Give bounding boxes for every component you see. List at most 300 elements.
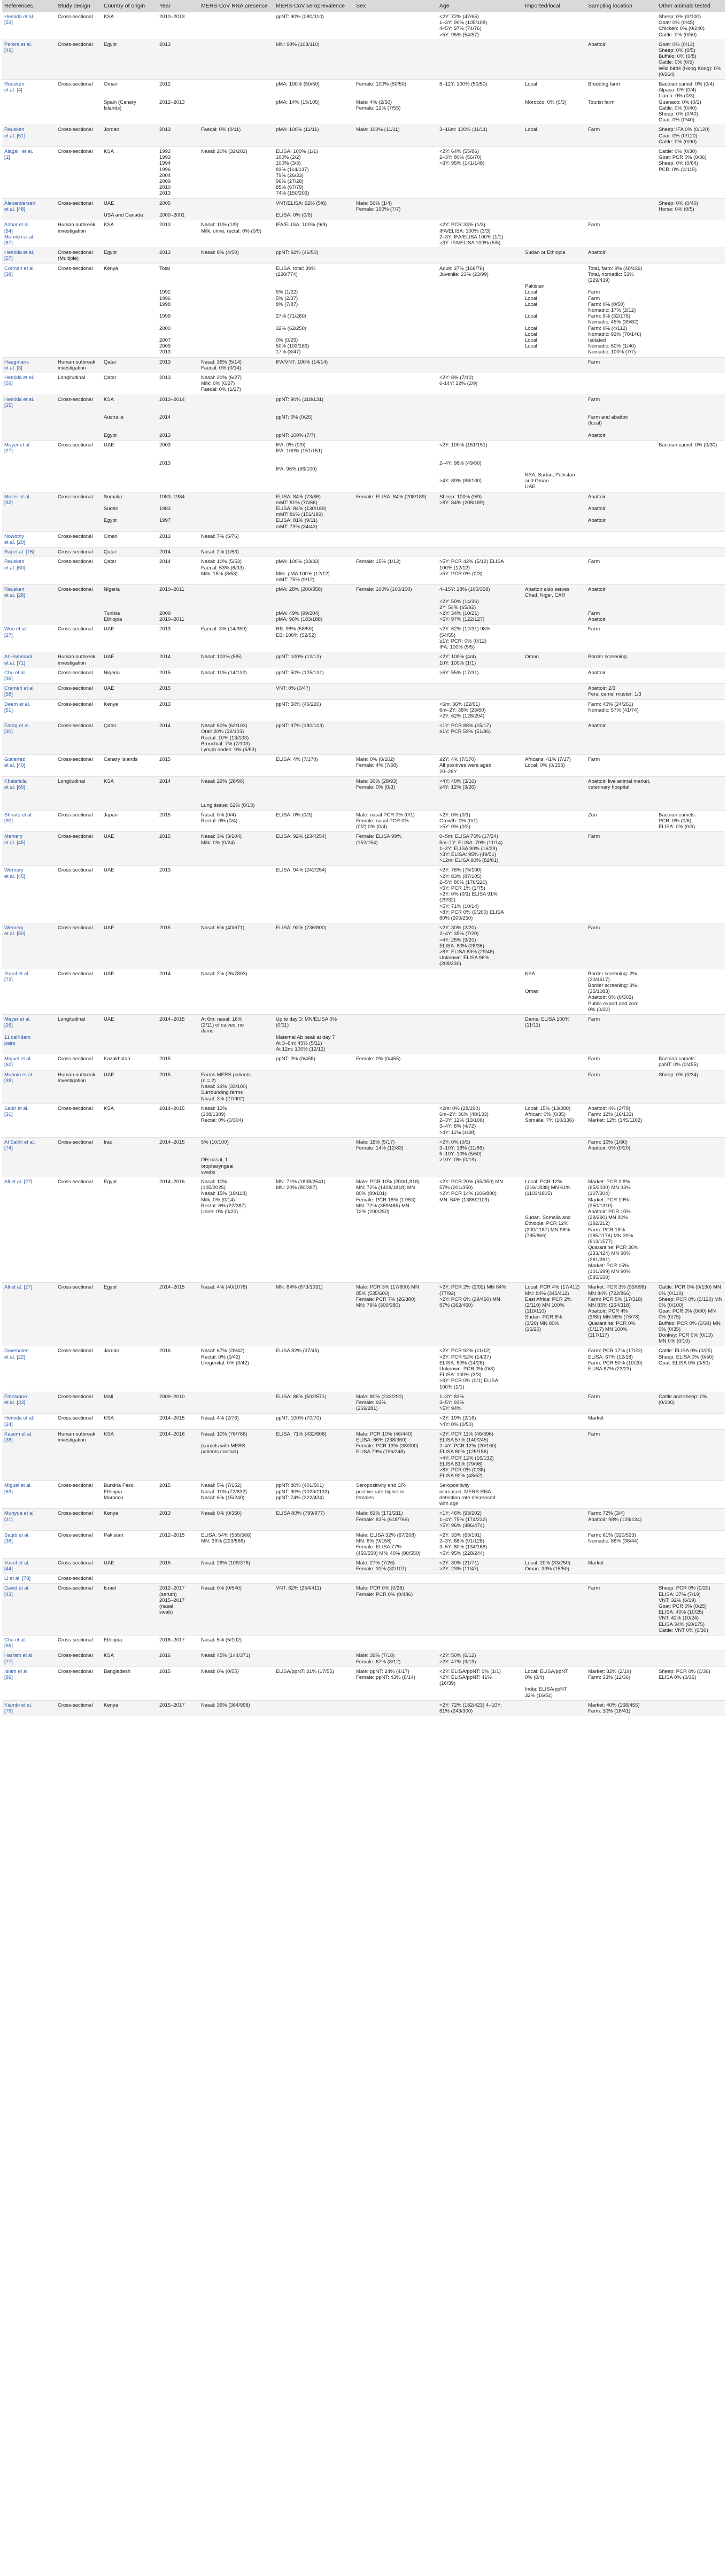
reference-cell[interactable]: Deem et al. [51]	[2, 699, 56, 721]
study-design-cell: Cross-sectional	[56, 12, 102, 40]
reference-cell[interactable]: Meyer et al. [26] 11 calf-dam pairs	[2, 1015, 56, 1054]
imported-local-cell	[523, 1651, 586, 1667]
table-row	[2, 810, 725, 832]
study-design-cell: Cross-sectional	[56, 531, 102, 547]
country-cell: Nigeria	[102, 668, 157, 683]
age-cell	[437, 547, 523, 557]
sex-cell	[354, 12, 437, 40]
imported-local-cell: Local: 20% (33/250) Oman: 30% (15/50)	[523, 1558, 586, 1574]
sampling-location-cell: Farm: PCR 17% (17/22) ELISA: 67% (12/18) Farm: PCR 50% (10/20) ELISA 87% (23/23)	[586, 1346, 656, 1392]
imported-local-cell: Local: ELISA/ppNT 0% (0/4) India: ELISA/ppNT 32% (16/51)	[523, 1667, 586, 1700]
sex-cell: Male: nasal PCR 0% (0/1) Female: nasal PCR 0% (0/2) 0% (0/4)	[354, 810, 437, 832]
year-cell	[157, 1574, 199, 1584]
table-row	[2, 585, 725, 624]
column-header: References	[2, 0, 56, 12]
sampling-location-cell: Farm	[586, 1429, 656, 1481]
table-row	[2, 547, 725, 557]
rna-presence-cell: Nasal: 8% (4/50)	[199, 248, 274, 264]
reference-cell[interactable]: Ali et al. [27]	[2, 1177, 56, 1282]
other-animals-cell: Cattle: 0% (0/30) Goat: PCR 0% (0/36) Sheep: 0% (0/64) PCR: 0% (0/115)	[656, 147, 725, 199]
imported-local-cell: Local: 15% (13/380) African: 0% (0/35) Somalia: 7% (10/136)	[523, 1104, 586, 1137]
seroprevalence-cell: VNT/ELISA: 62% (5/8) ELISA: 0% (0/6)	[274, 198, 354, 220]
other-animals-cell	[656, 1574, 725, 1584]
reference-cell[interactable]: Crameri et al. [58]	[2, 684, 56, 699]
study-design-cell: Human outbreak investigation	[56, 220, 102, 248]
rna-presence-cell	[199, 699, 274, 721]
reference-cell[interactable]: Gutierrez et al. [40]	[2, 755, 56, 777]
imported-local-cell	[523, 220, 586, 248]
study-design-cell: Cross-sectional	[56, 923, 102, 969]
age-cell: <2Y: 30% (2/20) 2–4Y: 35% (7/20) >4Y: 25% (9/20) ELISA: 80% (26/36) >8Y: ELISA 63% (29/48) Unknown: ELISA 96% (208/230)	[437, 923, 523, 969]
age-cell: <6m: 36% (22/61) 6m–2Y: 38% (23/60) >2Y: 62% (128/294)	[437, 699, 523, 721]
country-cell: Egypt	[102, 40, 157, 79]
country-cell: Jordan	[102, 1346, 157, 1392]
age-cell: <2Y: PCR 11% (46/396) ELISA 57% (140/245) 2–4Y: PCR 12% (20/160) ELISA 80% (125/156) >4Y: PCR 12% (16/132) ELISA 81% (79/98) >8Y: PCR 0% (0/38) ELISA 92% (48/52)	[437, 1429, 523, 1481]
sampling-location-cell	[586, 866, 656, 923]
sex-cell	[354, 684, 437, 699]
reference-cell[interactable]: Alagaili et al. [1]	[2, 147, 56, 199]
imported-local-cell	[523, 866, 586, 923]
reference-cell[interactable]: Hemida et al. [53]	[2, 12, 56, 40]
sex-cell	[354, 969, 437, 1014]
other-animals-cell	[656, 776, 725, 810]
rna-presence-cell: Nasal: 20% (6/27) Milk: 0% (0/27) Faecal: 0% (1/27)	[199, 373, 274, 395]
reference-cell[interactable]: David et al. [43]	[2, 1584, 56, 1636]
other-animals-cell	[656, 866, 725, 923]
year-cell: 2015	[157, 1054, 199, 1070]
sex-cell: Male: 80% (233/290) Female: 93% (269/281)	[354, 1392, 437, 1414]
study-design-cell: Cross-sectional	[56, 547, 102, 557]
seroprevalence-cell: ELISA: 0% (0/3)	[274, 810, 354, 832]
imported-local-cell	[523, 198, 586, 220]
age-cell: <2Y: 8% (7/10) 6-14Y: 22% (2/9)	[437, 373, 523, 395]
reference-cell[interactable]: Al Hammadi et al. [71]	[2, 652, 56, 668]
reference-cell[interactable]: Corman et al. [38]	[2, 264, 56, 357]
country-cell: Ethiopia	[102, 1635, 157, 1651]
other-animals-cell	[656, 923, 725, 969]
reference-cell[interactable]: Muller et al. [32]	[2, 492, 56, 531]
year-cell: 2009–2010	[157, 1392, 199, 1414]
reference-cell[interactable]: Al Salihi et al. [74]	[2, 1137, 56, 1177]
table-row	[2, 1070, 725, 1104]
year-cell: 2013	[157, 866, 199, 923]
study-design-cell: Human outbreak investigation	[56, 652, 102, 668]
sex-cell: Male: 81% (171/211) Female: 82% (618/766)	[354, 1509, 437, 1531]
reference-cell[interactable]: Yusof et al. [72]	[2, 969, 56, 1014]
sex-cell	[354, 1015, 437, 1054]
sampling-location-cell: Market	[586, 1414, 656, 1429]
year-cell: 2012–2017 (serum) 2015–2017 (nasal swab)	[157, 1584, 199, 1636]
rna-presence-cell: Nasal: 60% (62/103) Oral: 20% (22/103) Rectal: 10% (13/103) Bronchial: 7% (7/103) Lymph nodes: 9% (5/53)	[199, 721, 274, 755]
table-row	[2, 923, 725, 969]
age-cell: <2Y: PCR 2% (2/92) MN 84% (77/92) >2Y: PCR 6% (29/460) MN 87% (362/460)	[437, 1283, 523, 1346]
table-row	[2, 1104, 725, 1137]
seroprevalence-cell: ELISA: 71% (432/608)	[274, 1429, 354, 1481]
sampling-location-cell: Market: 32% (2/19) Farm: 33% (12/36)	[586, 1667, 656, 1700]
year-cell: 2013	[157, 373, 199, 395]
imported-local-cell	[523, 684, 586, 699]
study-design-cell: Cross-sectional	[56, 1530, 102, 1558]
reference-cell[interactable]: Hemida et al. [57]	[2, 248, 56, 264]
table-row	[2, 1700, 725, 1716]
sampling-location-cell: Farm	[586, 357, 656, 373]
reference-cell[interactable]: Wernery et al. [45]	[2, 866, 56, 923]
year-cell: 2014	[157, 652, 199, 668]
other-animals-cell	[656, 264, 725, 357]
sex-cell	[354, 147, 437, 199]
country-cell: Canary Islands	[102, 755, 157, 777]
year-cell: 2014–2015	[157, 1104, 199, 1137]
imported-local-cell	[523, 1700, 586, 1716]
sampling-location-cell: Farm	[586, 624, 656, 652]
reference-cell[interactable]: Shirato et al. [90]	[2, 810, 56, 832]
imported-local-cell	[523, 1392, 586, 1414]
sampling-location-cell: Abattoir	[586, 668, 656, 683]
study-design-cell: Cross-sectional	[56, 810, 102, 832]
study-design-cell: Cross-sectional	[56, 441, 102, 492]
sampling-location-cell	[586, 1481, 656, 1509]
age-cell	[437, 40, 523, 79]
year-cell: 2014–2015	[157, 1137, 199, 1177]
study-design-cell: Cross-sectional	[56, 1346, 102, 1392]
seroprevalence-cell: ppNT: 90% (280/310)	[274, 12, 354, 40]
sex-cell	[354, 699, 437, 721]
reference-cell[interactable]: Reusken et al. [60]	[2, 557, 56, 585]
sex-cell	[354, 1104, 437, 1137]
sex-cell	[354, 721, 437, 755]
study-design-cell: Cross-sectional (Multiple)	[56, 248, 102, 264]
year-cell: Total 1992 1996 1998 1999 2000 2007 2009 2013	[157, 264, 199, 357]
age-cell	[437, 531, 523, 547]
study-design-cell: Cross-sectional	[56, 1635, 102, 1651]
rna-presence-cell	[199, 492, 274, 531]
year-cell: 2014	[157, 969, 199, 1014]
age-cell: Adult: 37% (166/76) Juvenile: 23% (23/99)	[437, 264, 523, 357]
imported-local-cell: KSA Oman	[523, 969, 586, 1014]
column-header: Year	[157, 0, 199, 12]
sampling-location-cell: Farm	[586, 1070, 656, 1104]
sampling-location-cell	[586, 147, 656, 199]
reference-cell[interactable]: Kiambi et al. [79]	[2, 1700, 56, 1716]
seroprevalence-cell	[274, 776, 354, 810]
rna-presence-cell: 5% (10/100) OH nasal, 1 oropharyngeal swabs	[199, 1137, 274, 1177]
reference-cell[interactable]: Chu et al. [55]	[2, 1635, 56, 1651]
country-cell: UAE	[102, 1070, 157, 1104]
study-design-cell: Cross-sectional	[56, 1651, 102, 1667]
seroprevalence-cell: pMA: 100% (11/11)	[274, 125, 354, 147]
year-cell: 2013	[157, 40, 199, 79]
reference-cell[interactable]: Raj et al. [76]	[2, 547, 56, 557]
year-cell: 2013	[157, 248, 199, 264]
rna-presence-cell: Nasal: 36% (5/14) Faecal: 0% (0/14)	[199, 357, 274, 373]
reference-cell[interactable]: Reusken et al. [51]	[2, 125, 56, 147]
other-animals-cell	[656, 832, 725, 866]
seroprevalence-cell: MN: 71% (1808/2541) MN: 20% (80/397)	[274, 1177, 354, 1282]
country-cell: Mali	[102, 1392, 157, 1414]
reference-cell[interactable]: Chu et al. [36]	[2, 668, 56, 683]
imported-local-cell	[523, 1635, 586, 1651]
reference-cell[interactable]: Hemida et al. [59]	[2, 373, 56, 395]
seroprevalence-cell: ELISA: 93% (736/800)	[274, 923, 354, 969]
age-cell: <2Y: 30% (21/71) >2Y: 23% (11/47)	[437, 1558, 523, 1574]
country-cell: KSA	[102, 220, 157, 248]
table-row	[2, 1558, 725, 1574]
seroprevalence-cell: MN: 98% (108/110)	[274, 40, 354, 79]
seroprevalence-cell	[274, 1635, 354, 1651]
age-cell	[437, 1070, 523, 1104]
imported-local-cell	[523, 1054, 586, 1070]
sex-cell: Male: ELISA 32% (67/208) MN: 6% (9/158) Female: ELISA 77% (450/550) MN: 40% (80/550)	[354, 1530, 437, 1558]
reference-cell[interactable]: Munyua et al. [21]	[2, 1509, 56, 1531]
other-animals-cell	[656, 1414, 725, 1429]
year-cell: 2015	[157, 755, 199, 777]
table-row	[2, 1414, 725, 1429]
seroprevalence-cell: ppNT: 100% (70/70)	[274, 1414, 354, 1429]
other-animals-cell	[656, 652, 725, 668]
imported-local-cell	[523, 373, 586, 395]
sex-cell: Seropositivity and CR- positive rate higher in females	[354, 1481, 437, 1509]
sex-cell	[354, 1414, 437, 1429]
table-row	[2, 1667, 725, 1700]
reference-cell[interactable]: Muhairi et al. [38]	[2, 1070, 56, 1104]
year-cell: 2015	[157, 1558, 199, 1574]
imported-local-cell	[523, 147, 586, 199]
table-row	[2, 357, 725, 373]
imported-local-cell	[523, 531, 586, 547]
age-cell: <2Y: 0% (0/3) 3–10Y: 16% (11/66) 5–10Y: 10% (5/50) >10Y: 0% (0/19)	[437, 1137, 523, 1177]
sex-cell: Male: 100% (11/11)	[354, 125, 437, 147]
other-animals-cell: Bactrian camel: 0% (0/30)	[656, 441, 725, 492]
sampling-location-cell: Abattoir	[586, 721, 656, 755]
age-cell: <2Y: PCR 92% (11/12) >2Y: PCR 52% (14/27) ELISA: 50% (14/28) Unknown: PCR 0% (0/3) ELISA: 100% (3/3) >8Y: PCR 0% (0/1) ELISA 100% (1/1)	[437, 1346, 523, 1392]
imported-local-cell	[523, 395, 586, 440]
country-cell: Israel	[102, 1584, 157, 1636]
year-cell: 2015	[157, 810, 199, 832]
country-cell: Oman	[102, 531, 157, 547]
sex-cell: Male: 30% (28/93) Female: 0% (0/3)	[354, 776, 437, 810]
sampling-location-cell: Farm: 61% (320/523) Nomadic: 86% (38/44)	[586, 1530, 656, 1558]
imported-local-cell	[523, 1481, 586, 1509]
rna-presence-cell	[199, 1054, 274, 1070]
rna-presence-cell: Nasal: 28% (109/378)	[199, 1558, 274, 1574]
seroprevalence-cell: ELISA 82% (37/45)	[274, 1346, 354, 1392]
country-cell: Kenya	[102, 264, 157, 357]
other-animals-cell: Goat: 0% (0/13) Sheep: 0% (0/5) Buffalo: 0% (0/8) Cattle: 0% (0/5) Wild birds (Hong Kong): 0% (0/264)	[656, 40, 725, 79]
table-row	[2, 395, 725, 440]
sampling-location-cell	[586, 547, 656, 557]
reference-cell[interactable]: Farag et al. [30]	[2, 721, 56, 755]
rna-presence-cell: Nasal: 11% (1/9) Milk, urine, rectal: 0% (0/9)	[199, 220, 274, 248]
other-animals-cell	[656, 1015, 725, 1054]
reference-cell[interactable]: Alexandersen et al. [48]	[2, 198, 56, 220]
other-animals-cell: Sheep: 0% (0/100) Goat: 0% (0/45) Chicken: 0% (0/240) Cattle: 0% (0/50)	[656, 12, 725, 40]
country-cell: Nigeria Tunisia Ethiopia	[102, 585, 157, 624]
country-cell: Egypt	[102, 1283, 157, 1346]
imported-local-cell: Pakistan Local Local Local Local Local Local Local Local	[523, 264, 586, 357]
year-cell: 2016	[157, 1346, 199, 1392]
study-design-cell: Cross-sectional	[56, 147, 102, 199]
seroprevalence-cell: pMA: 100% (50/50) pMA: 14% (15/105)	[274, 80, 354, 125]
age-cell: <2Y: 72% (182/423) 4–10Y: 81% (243/300)	[437, 1700, 523, 1716]
sex-cell: Female: 15% (1/12)	[354, 557, 437, 585]
seroprevalence-cell	[274, 1700, 354, 1716]
country-cell: Jordan	[102, 125, 157, 147]
table-row	[2, 1137, 725, 1177]
reference-cell[interactable]: Memery et al. [45]	[2, 832, 56, 866]
seroprevalence-cell	[274, 1137, 354, 1177]
rna-presence-cell: At 6m: nasal: 18% (2/11) of calves, no dams	[199, 1015, 274, 1054]
other-animals-cell: Sheep: PCR 0% (0/20) ELISA: 37% (7/19) VNT: 32% (6/19) Goat: PCR 0% (0/25) ELISA: 40% (10/25) VNT: 42% (10/24) ELISA 34% (60/175) Cattle: VNT 0% (0/30)	[656, 1584, 725, 1636]
rna-presence-cell: Farms MERS patients (n = 2) Nasal: 33% (33/100) Surrounding farms Nasal: 3% (27/902)	[199, 1070, 274, 1104]
reference-cell[interactable]: Miguel et al. [63]	[2, 1481, 56, 1509]
sex-cell	[354, 441, 437, 492]
sampling-location-cell: Market: PCR 3% (33/998) MN 84% (722/866) Farm: PCR 5% (17/318) MN 83% (264/318) Abattoir: PCR 4% (3/80) MN 98% (76/78) Quarantine: PCR 0% (0/117) MN 100% (117/117)	[586, 1283, 656, 1346]
study-design-cell: Cross-sectional	[56, 668, 102, 683]
reference-cell[interactable]: Ali et al. [27]	[2, 1283, 56, 1346]
year-cell: 2015	[157, 832, 199, 866]
country-cell: UAE	[102, 1015, 157, 1054]
age-cell	[437, 198, 523, 220]
age-cell: 3–16m: 100% (11/11)	[437, 125, 523, 147]
reference-cell[interactable]: Azhar et al. [64] Memish et al. [67]	[2, 220, 56, 248]
age-cell	[437, 1054, 523, 1070]
study-design-cell: Cross-sectional	[56, 80, 102, 125]
year-cell: 2015	[157, 1667, 199, 1700]
age-cell	[437, 1635, 523, 1651]
table-row	[2, 1429, 725, 1481]
year-cell: 2014	[157, 557, 199, 585]
other-animals-cell	[656, 1558, 725, 1574]
country-cell: Egypt	[102, 248, 157, 264]
age-cell	[437, 1584, 523, 1636]
reference-cell[interactable]: Yusof et al. [44]	[2, 1558, 56, 1574]
sampling-location-cell: Farm	[586, 832, 656, 866]
sampling-location-cell: Farm	[586, 125, 656, 147]
study-design-cell: Longitudinal	[56, 373, 102, 395]
rna-presence-cell: Nasal: 6% (40/671)	[199, 923, 274, 969]
study-design-cell: Cross-sectional	[56, 1054, 102, 1070]
seroprevalence-cell: ELISA: 94% (242/254)	[274, 866, 354, 923]
column-header: Country of origin	[102, 0, 157, 12]
reference-cell[interactable]: Nowotny et al. [20]	[2, 531, 56, 547]
sex-cell	[354, 1635, 437, 1651]
sampling-location-cell	[586, 1635, 656, 1651]
table-row	[2, 1177, 725, 1282]
other-animals-cell	[656, 1104, 725, 1137]
reference-cell[interactable]: Hemida et al. [35]	[2, 395, 56, 440]
rna-presence-cell: Nasal: 4% (2/76)	[199, 1414, 274, 1429]
table-row	[2, 1283, 725, 1346]
sex-cell	[354, 357, 437, 373]
age-cell: <2Y: 0% (0/1) Growth: 0% (0/1) >5Y: 0% (0/2)	[437, 810, 523, 832]
reference-cell[interactable]: Perera et al. [49]	[2, 40, 56, 79]
study-design-cell: Cross-sectional	[56, 1177, 102, 1282]
other-animals-cell	[656, 585, 725, 624]
year-cell: 2005 2000–2001	[157, 198, 199, 220]
seroprevalence-cell: pMA: 100% (33/33) Milk: pMA 100% (12/12) mMT: 75% (9/12)	[274, 557, 354, 585]
other-animals-cell	[656, 684, 725, 699]
year-cell: 2014–2016	[157, 1177, 199, 1282]
seroprevalence-cell	[274, 531, 354, 547]
other-animals-cell	[656, 1137, 725, 1177]
seroprevalence-cell: ppNT: 100% (12/12)	[274, 652, 354, 668]
age-cell: ≥2Y: 4% (7/170) All positives were aged 20–26Y	[437, 755, 523, 777]
study-design-cell: Cross-sectional	[56, 1137, 102, 1177]
imported-local-cell	[523, 547, 586, 557]
reference-cell[interactable]: Woo et al. [27]	[2, 624, 56, 652]
reference-cell[interactable]: Saqib et al. [38]	[2, 1530, 56, 1558]
seroprevalence-cell	[274, 1070, 354, 1104]
age-cell: <2Y: 100% (151/151) 2–4Y: 98% (49/50) >4Y: 89% (88/100)	[437, 441, 523, 492]
year-cell: 2012 2012–2013	[157, 80, 199, 125]
table-row	[2, 147, 725, 199]
table-row	[2, 220, 725, 248]
reference-cell[interactable]: Dovenalen et al. [22]	[2, 1346, 56, 1392]
reference-cell[interactable]: Kasem et al. [38]	[2, 1429, 56, 1481]
age-cell: <1Y: 46% (93/202) 1–4Y: 75% (174/232) >5Y: 96% (486/474)	[437, 1509, 523, 1531]
column-header: MERS-CoV seroprevalence	[274, 0, 354, 12]
imported-local-cell	[523, 668, 586, 683]
rna-presence-cell: Faecal: 0% (0/11)	[199, 125, 274, 147]
rna-presence-cell	[199, 198, 274, 220]
reference-cell[interactable]: Wernery et al. [50]	[2, 923, 56, 969]
rna-presence-cell: Nasal: 2% (1/53)	[199, 547, 274, 557]
rna-presence-cell: Nasal: 11% (14/132)	[199, 668, 274, 683]
rna-presence-cell: Nasal: 3% (3/104) Milk: 0% (0/24)	[199, 832, 274, 866]
reference-cell[interactable]: Sabir et al. [31]	[2, 1104, 56, 1137]
reference-cell[interactable]: Islam et al. [89]	[2, 1667, 56, 1700]
seroprevalence-cell	[274, 373, 354, 395]
country-cell: Pakistan	[102, 1530, 157, 1558]
reference-cell[interactable]: Li et al. [78]	[2, 1574, 56, 1584]
country-cell: Qatar	[102, 373, 157, 395]
sex-cell	[354, 220, 437, 248]
seroprevalence-cell: ELISA/ppNT: 31% (17/55)	[274, 1667, 354, 1700]
seroprevalence-cell: VNT: 0% (0/47)	[274, 684, 354, 699]
age-cell	[437, 1574, 523, 1584]
age-cell	[437, 248, 523, 264]
year-cell: 2014	[157, 776, 199, 810]
age-cell: <2Y: PCR 33% (1/3) IFA/ELISA: 100% (3/3) 2–3Y: IFA/ELISA 100% (1/1) >3Y: IFA/ELISA 100% (5/5)	[437, 220, 523, 248]
reference-cell[interactable]: Harrath et al. [77]	[2, 1651, 56, 1667]
sampling-location-cell: Abattoir: 2/3 Feral camel muster: 1/3	[586, 684, 656, 699]
reference-cell[interactable]: Khalafalla et al. [69]	[2, 776, 56, 810]
study-design-cell: Human outbreak investigation	[56, 1429, 102, 1481]
study-design-cell: Cross-sectional	[56, 969, 102, 1014]
country-cell: Japan	[102, 810, 157, 832]
reference-cell[interactable]: Reusken et al. [28]	[2, 585, 56, 624]
table-row	[2, 866, 725, 923]
year-cell: 2013	[157, 1509, 199, 1531]
sex-cell	[354, 1574, 437, 1584]
other-animals-cell	[656, 248, 725, 264]
country-cell: Iraq	[102, 1137, 157, 1177]
reference-cell[interactable]: Haagmans et al. [3]	[2, 357, 56, 373]
reference-cell[interactable]: Reusken et al. [4]	[2, 80, 56, 125]
seroprevalence-cell: Up to day 3: MN/ELISA 0% (0/11) Maternal Ab peak at day 7 At 3–6m: 45% (5/11) At 12m: 100% (12/12)	[274, 1015, 354, 1054]
imported-local-cell	[523, 1509, 586, 1531]
other-animals-cell: Sheep: IFA 0% (0/120) Goat: 0% (0/120) Cattle: 0% (0/90)	[656, 125, 725, 147]
year-cell: 2014–2015	[157, 1414, 199, 1429]
imported-local-cell	[523, 492, 586, 531]
reference-cell[interactable]: Hemida et al. [24]	[2, 1414, 56, 1429]
other-animals-cell	[656, 557, 725, 585]
age-cell: <2Y: 72% (47/65) 1–3Y: 90% (105/108) 4–5Y: 97% (74/76) >5Y: 95% (54/57)	[437, 12, 523, 40]
other-animals-cell	[656, 1177, 725, 1282]
reference-cell[interactable]: Miguel et al. [62]	[2, 1054, 56, 1070]
reference-cell[interactable]: Meyer et al. [27]	[2, 441, 56, 492]
reference-cell[interactable]: Falzarano et al. [33]	[2, 1392, 56, 1414]
